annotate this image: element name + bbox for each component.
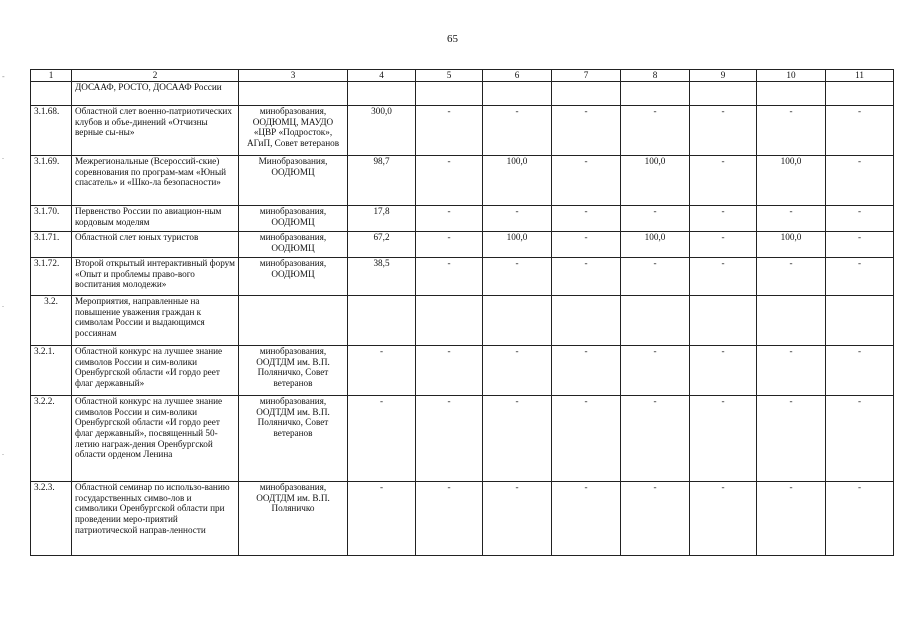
- column-number-8: 8: [621, 70, 690, 82]
- value-col-9: -: [690, 156, 757, 206]
- value-col-6: -: [483, 206, 552, 232]
- item-number: 3.2.3.: [31, 482, 72, 556]
- value-col-6: -: [483, 258, 552, 296]
- table-row: [31, 206, 894, 232]
- value-col-11: -: [826, 258, 894, 296]
- value-col-10: 100,0: [757, 156, 826, 206]
- column-number-1: 1: [31, 70, 72, 82]
- executor: минобразования, ООДЮМЦ: [239, 232, 348, 258]
- item-number: 3.2.1.: [31, 346, 72, 396]
- column-number-5: 5: [416, 70, 483, 82]
- value-col-11: -: [826, 396, 894, 482]
- value-col-10: -: [757, 396, 826, 482]
- item-number: 3.1.68.: [31, 106, 72, 156]
- value-col-11: -: [826, 232, 894, 258]
- event-name: Межрегиональные (Всероссий-ские) соревнования по програм-мам «Юный спасатель» и «Шко-ла безопасности»: [72, 156, 239, 206]
- value-col-5: -: [416, 106, 483, 156]
- value-col-7: -: [552, 396, 621, 482]
- value-col-11: [826, 82, 894, 106]
- value-col-9: -: [690, 482, 757, 556]
- column-number-7: 7: [552, 70, 621, 82]
- value-col-5: -: [416, 396, 483, 482]
- margin-mark: -: [2, 72, 5, 81]
- event-name: Областной семинар по использо-ванию государственных симво-лов и символики Оренбургской области при проведении меро-приятий патриотической направ-ленности: [72, 482, 239, 556]
- value-col-10: [757, 296, 826, 346]
- value-col-4: 38,5: [348, 258, 416, 296]
- value-col-6: 100,0: [483, 156, 552, 206]
- event-name: ДОСААФ, РОСТО, ДОСААФ России: [72, 82, 239, 106]
- value-col-8: -: [621, 346, 690, 396]
- value-col-9: -: [690, 258, 757, 296]
- value-col-9: -: [690, 232, 757, 258]
- value-col-8: -: [621, 106, 690, 156]
- value-col-10: -: [757, 206, 826, 232]
- value-col-8: -: [621, 396, 690, 482]
- item-number: 3.2.: [31, 296, 72, 346]
- value-col-4: -: [348, 346, 416, 396]
- value-col-8: -: [621, 206, 690, 232]
- column-number-6: 6: [483, 70, 552, 82]
- executor: [239, 82, 348, 106]
- event-name: Первенство России по авиацион-ным кордовым моделям: [72, 206, 239, 232]
- value-col-9: -: [690, 206, 757, 232]
- value-col-8: 100,0: [621, 232, 690, 258]
- column-number-11: 11: [826, 70, 894, 82]
- table-row: [31, 482, 894, 556]
- executor: минобразования, ООДТДМ им. В.П. Поляничко, Совет ветеранов: [239, 346, 348, 396]
- value-col-11: -: [826, 156, 894, 206]
- item-number: 3.1.69.: [31, 156, 72, 206]
- value-col-6: -: [483, 346, 552, 396]
- value-col-5: -: [416, 346, 483, 396]
- value-col-7: -: [552, 232, 621, 258]
- item-number: 3.2.2.: [31, 396, 72, 482]
- value-col-7: [552, 296, 621, 346]
- event-name: Мероприятия, направленные на повышение уважения граждан к символам России и выдающимся россиянам: [72, 296, 239, 346]
- value-col-10: 100,0: [757, 232, 826, 258]
- column-number-2: 2: [72, 70, 239, 82]
- value-col-6: 100,0: [483, 232, 552, 258]
- column-number-9: 9: [690, 70, 757, 82]
- value-col-4: [348, 82, 416, 106]
- value-col-9: -: [690, 106, 757, 156]
- value-col-8: -: [621, 482, 690, 556]
- event-name: Областной слет военно-патриотических клубов и объе-динений «Отчизны верные сы-ны»: [72, 106, 239, 156]
- executor: минобразования, ООДЮМЦ, МАУДО «ЦВР «Подросток», АГиП, Совет ветеранов: [239, 106, 348, 156]
- executor: минобразования, ООДТДМ им. В.П. Поляничко: [239, 482, 348, 556]
- table-row: [31, 106, 894, 156]
- table-row: [31, 346, 894, 396]
- table-row: [31, 156, 894, 206]
- value-col-5: -: [416, 232, 483, 258]
- value-col-10: [757, 82, 826, 106]
- table-row: [31, 296, 894, 346]
- value-col-11: -: [826, 482, 894, 556]
- value-col-4: -: [348, 482, 416, 556]
- value-col-11: -: [826, 206, 894, 232]
- item-number: 3.1.70.: [31, 206, 72, 232]
- item-number: 3.1.71.: [31, 232, 72, 258]
- value-col-7: -: [552, 258, 621, 296]
- value-col-6: [483, 82, 552, 106]
- value-col-5: [416, 296, 483, 346]
- value-col-10: -: [757, 258, 826, 296]
- margin-mark: .: [2, 448, 4, 457]
- margin-mark: .: [2, 152, 4, 161]
- value-col-5: -: [416, 482, 483, 556]
- value-col-6: -: [483, 396, 552, 482]
- value-col-8: [621, 296, 690, 346]
- item-number: 3.1.72.: [31, 258, 72, 296]
- event-name: Областной слет юных туристов: [72, 232, 239, 258]
- value-col-8: -: [621, 258, 690, 296]
- value-col-4: 67,2: [348, 232, 416, 258]
- executor: [239, 296, 348, 346]
- column-number-3: 3: [239, 70, 348, 82]
- executor: Минобразования, ООДЮМЦ: [239, 156, 348, 206]
- value-col-11: [826, 296, 894, 346]
- table-row: [31, 82, 894, 106]
- value-col-5: [416, 82, 483, 106]
- value-col-9: -: [690, 346, 757, 396]
- value-col-6: -: [483, 106, 552, 156]
- value-col-4: 98,7: [348, 156, 416, 206]
- executor: минобразования, ООДЮМЦ: [239, 206, 348, 232]
- value-col-10: -: [757, 346, 826, 396]
- event-name: Областной конкурс на лучшее знание символов России и сим-волики Оренбургской области «И гордо реет флаг державный»: [72, 346, 239, 396]
- column-number-10: 10: [757, 70, 826, 82]
- event-name: Областной конкурс на лучшее знание символов России и сим-волики Оренбургской области «И гордо реет флаг державный», посвященный 50-летию награж-дения Оренбургской области орденом Ленина: [72, 396, 239, 482]
- column-number-row: [31, 70, 894, 82]
- value-col-6: -: [483, 482, 552, 556]
- value-col-6: [483, 296, 552, 346]
- column-number-4: 4: [348, 70, 416, 82]
- value-col-9: [690, 82, 757, 106]
- value-col-9: -: [690, 396, 757, 482]
- value-col-8: [621, 82, 690, 106]
- value-col-7: -: [552, 206, 621, 232]
- value-col-7: -: [552, 156, 621, 206]
- item-number: [31, 82, 72, 106]
- table-row: [31, 396, 894, 482]
- value-col-7: [552, 82, 621, 106]
- executor: минобразования, ООДЮМЦ: [239, 258, 348, 296]
- value-col-4: [348, 296, 416, 346]
- page-number: 65: [447, 33, 458, 45]
- value-col-10: -: [757, 106, 826, 156]
- value-col-10: -: [757, 482, 826, 556]
- value-col-9: [690, 296, 757, 346]
- value-col-5: -: [416, 156, 483, 206]
- table-row: [31, 232, 894, 258]
- event-name: Второй открытый интерактивный форум «Опыт и проблемы право-вого воспитания молодежи»: [72, 258, 239, 296]
- value-col-11: -: [826, 106, 894, 156]
- margin-mark: .: [2, 300, 4, 309]
- program-table: [30, 69, 894, 556]
- value-col-5: -: [416, 206, 483, 232]
- value-col-8: 100,0: [621, 156, 690, 206]
- executor: минобразования, ООДТДМ им. В.П. Поляничко, Совет ветеранов: [239, 396, 348, 482]
- value-col-7: -: [552, 482, 621, 556]
- value-col-7: -: [552, 346, 621, 396]
- table-row: [31, 258, 894, 296]
- value-col-4: 17,8: [348, 206, 416, 232]
- value-col-4: -: [348, 396, 416, 482]
- value-col-11: -: [826, 346, 894, 396]
- value-col-7: -: [552, 106, 621, 156]
- value-col-5: -: [416, 258, 483, 296]
- value-col-4: 300,0: [348, 106, 416, 156]
